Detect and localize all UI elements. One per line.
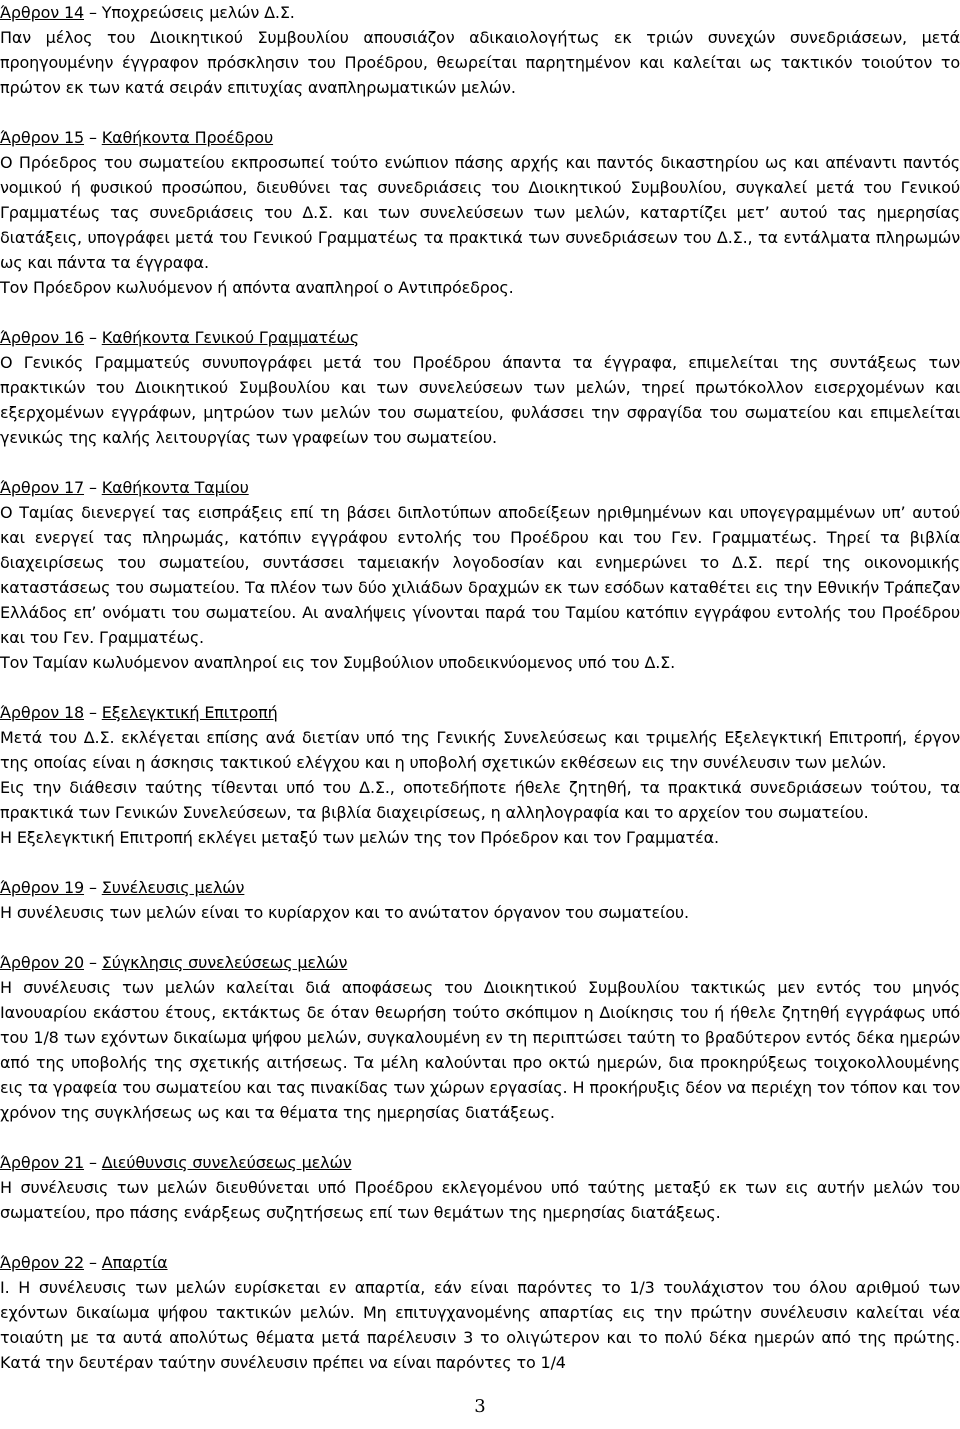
article-heading — [0, 325, 960, 350]
article-paragraph: Τον Ταμίαν κωλυόμενον αναπληροί εις τον Συμβούλιον υποδεικνύομενος υπό του Δ.Σ. — [0, 653, 676, 672]
heading-dash: – — [84, 953, 102, 972]
heading-dash: – — [84, 478, 102, 497]
article-heading — [0, 1250, 960, 1275]
article-heading — [0, 700, 960, 725]
article-paragraph: Εις την διάθεσιν ταύτης τίθενται υπό του Δ.Σ., οποτεδήποτε ήθελε ζητηθή, τα πρακτικά συνεδριάσεων τούτου, τα πρακτικά των Γενικών Συνελεύσεων, τα βιβλία διαχειρίσεως, η αλληλογραφία και το αρχείον του σωματείου. — [0, 778, 960, 822]
article-heading — [0, 875, 960, 900]
heading-dash: – — [84, 878, 102, 897]
article-paragraph: Τον Πρόεδρον κωλυόμενον ή απόντα αναπληροί ο Αντιπρόεδρος. — [0, 278, 514, 297]
heading-dash: – — [84, 128, 102, 147]
article-number: Άρθρον 20 — [0, 953, 85, 972]
article-number: Άρθρον 21 — [0, 1153, 85, 1172]
article-heading — [0, 950, 960, 975]
heading-dash: – — [84, 328, 102, 347]
article-heading — [0, 0, 960, 25]
article-number: Άρθρον 15 — [0, 128, 85, 147]
article-title: Καθήκοντα Προέδρου — [101, 128, 274, 147]
article-paragraph: Η Εξελεγκτική Επιτροπή εκλέγει μεταξύ των μελών της τον Πρόεδρον και τον Γραμματέα. — [0, 828, 719, 847]
article-paragraph: Ο Γενικός Γραμματεύς συνυπογράφει μετά του Προέδρου άπαντα τα έγγραφα, επιμελείται της συντάξεως των πρακτικών του Διοικητικού Συμβουλίου και των συνελεύσεων των μελών, τηρεί πρωτόκολλον εισερχομένων και εξερχομένων εγγράφων, μητρώον των μελών του σωματείου, φυλάσσει την σφραγίδα του σωματείου και επιμελείται γενικώς της καλής λειτουργίας των γραφείων του σωματείου. — [0, 353, 960, 447]
article-16 — [0, 325, 960, 450]
article-number: Άρθρον 14 — [0, 3, 85, 22]
article-heading — [0, 125, 960, 150]
article-title: Συνέλευσις μελών — [101, 878, 245, 897]
article-title: Υποχρεώσεις μελών Δ.Σ. — [101, 3, 295, 22]
article-paragraph: Παν μέλος του Διοικητικού Συμβουλίου απουσιάζον αδικαιολογήτως εκ τριών συνεχών συνεδριάσεων, μετά προηγουμένην έγγραφον πρόσκλησιν του Προέδρου, θεωρείται παρητημένον και καλείται ως τακτικόν τοιούτον το πρώτον εκ των κατά σειράν επιτυχίας αναπληρωματικών μελών. — [0, 28, 960, 97]
article-heading — [0, 475, 960, 500]
article-paragraph: Η συνέλευσις των μελών καλείται διά αποφάσεως του Διοικητικού Συμβουλίου τακτικώς μεν εντός του μηνός Ιανουαρίου εκάστου έτους, εκτάκτως δε όταν θεωρήση τούτο σκόπιμον η Διοίκησις του ή ήθελε ζητηθή εγγράφως υπό του 1/8 των εχόντων δικαίωμα ψήφου μελών, συγκαλουμένη εν τη περιπτώσει ταύτη το βραδύτερον εντός δέκα ημερών από της υποβολής της σχετικής αιτήσεως. Τα μέλη καλούνται προ οκτώ ημερών, δια προκηρύξεως τοιχοκολλουμένης εις τα γραφεία του σωματείου και τας πινακίδας των χώρων εργασίας. Η προκήρυξις δέον να περιέχη τον τόπον και τον χρόνον της συγκλήσεως ως και τα θέματα της ημερησίας διατάξεως. — [0, 978, 960, 1122]
article-14 — [0, 0, 960, 100]
heading-dash: – — [84, 1153, 102, 1172]
article-paragraph: Ι. Η συνέλευσις των μελών ευρίσκεται εν απαρτία, εάν είναι παρόντες το 1/3 τουλάχιστον του όλου αριθμού των εχόντων δικαίωμα ψήφου τακτικών μελών. Μη επιτυγχανομένης απαρτίας εις την πρώτην συνέλευσιν καλείται νέα τοιαύτη με τα αυτά απολύτως θέματα μετά παρέλευσιν 3 το ολιγώτερον και το πολύ δέκα ημερών από της πρώτης. Κατά την δευτέραν ταύτην συνέλευσιν πρέπει να είναι παρόντες το 1/4 — [0, 1278, 960, 1372]
article-22 — [0, 1250, 960, 1375]
article-paragraph: Ο Ταμίας διενεργεί τας εισπράξεις επί τη βάσει διπλοτύπων αποδείξεων ηριθμημένων και υπογεγραμμένων υπ’ αυτού και ενεργεί τας πληρωμάς, κατόπιν εγγράφου εντολής του Προέδρου και του Γεν. Γραμματέως. Τηρεί τα βιβλία διαχειρίσεως του σωματείου, συντάσσει ταμειακήν λογοδοσίαν και ενημερώνει το Δ.Σ. περί της οικονομικής καταστάσεως του σωματείου. Τα πλέον των δύο χιλιάδων δραχμών εκ των εσόδων καταθέτει εις την Εθνικήν Τράπεζαν Ελλάδος επ’ ονόματι του σωματείου. Αι αναλήψεις γίνονται παρά του Ταμίου κατόπιν εγγράφου εντολής του Προέδρου και του Γεν. Γραμματέως. — [0, 503, 960, 647]
article-20 — [0, 950, 960, 1125]
article-title: Σύγκλησις συνελεύσεως μελών — [101, 953, 348, 972]
article-21 — [0, 1150, 960, 1225]
article-number: Άρθρον 17 — [0, 478, 85, 497]
article-18 — [0, 700, 960, 850]
article-15 — [0, 125, 960, 300]
article-number: Άρθρον 19 — [0, 878, 85, 897]
article-paragraph: Η συνέλευσις των μελών διευθύνεται υπό Προέδρου εκλεγομένου υπό ταύτης μεταξύ εκ των εις αυτήν μελών του σωματείου, προ πάσης ενάρξεως συζητήσεως επί των θεμάτων της ημερησίας διατάξεως. — [0, 1178, 960, 1222]
article-title: Απαρτία — [101, 1253, 168, 1272]
heading-dash: – — [84, 703, 102, 722]
article-number: Άρθρον 22 — [0, 1253, 85, 1272]
article-paragraph: Ο Πρόεδρος του σωματείου εκπροσωπεί τούτο ενώπιον πάσης αρχής και παντός δικαστηρίου ως και απέναντι παντός νομικού ή φυσικού προσώπου, διευθύνει τας συνεδριάσεις του Διοικητικού Συμβουλίου, συγκαλεί μετά του Γενικού Γραμματέως τας συνεδριάσεις του Δ.Σ. και των συνελεύσεων των μελών, καταρτίζει μετ’ αυτού τας ημερησίας διατάξεις, υπογράφει μετά του Γενικού Γραμματέως τα πρακτικά των συνεδριάσεων του Δ.Σ., τα εντάλματα πληρωμών ως και πάντα τα έγγραφα. — [0, 153, 960, 272]
article-number: Άρθρον 18 — [0, 703, 85, 722]
heading-dash: – — [84, 3, 102, 22]
article-17 — [0, 475, 960, 675]
article-heading — [0, 1150, 960, 1175]
article-paragraph: Η συνέλευσις των μελών είναι το κυρίαρχον και το ανώτατον όργανον του σωματείου. — [0, 903, 689, 922]
heading-dash: – — [84, 1253, 102, 1272]
article-number: Άρθρον 16 — [0, 328, 85, 347]
article-title: Καθήκοντα Γενικού Γραμματέως — [101, 328, 360, 347]
article-title: Καθήκοντα Ταμίου — [101, 478, 249, 497]
article-19 — [0, 875, 960, 925]
article-title: Διεύθυνσις συνελεύσεως μελών — [101, 1153, 352, 1172]
article-paragraph: Μετά του Δ.Σ. εκλέγεται επίσης ανά διετίαν υπό της Γενικής Συνελεύσεως και τριμελής Εξελεγκτική Επιτροπή, έργον της οποίας είναι η άσκησις τακτικού ελέγχου και η υποβολή σχετικών εκθέσεων εις την συνέλευσιν των μελών. — [0, 728, 960, 772]
page-number: 3 — [474, 1396, 486, 1417]
article-title: Εξελεγκτική Επιτροπή — [101, 703, 278, 722]
